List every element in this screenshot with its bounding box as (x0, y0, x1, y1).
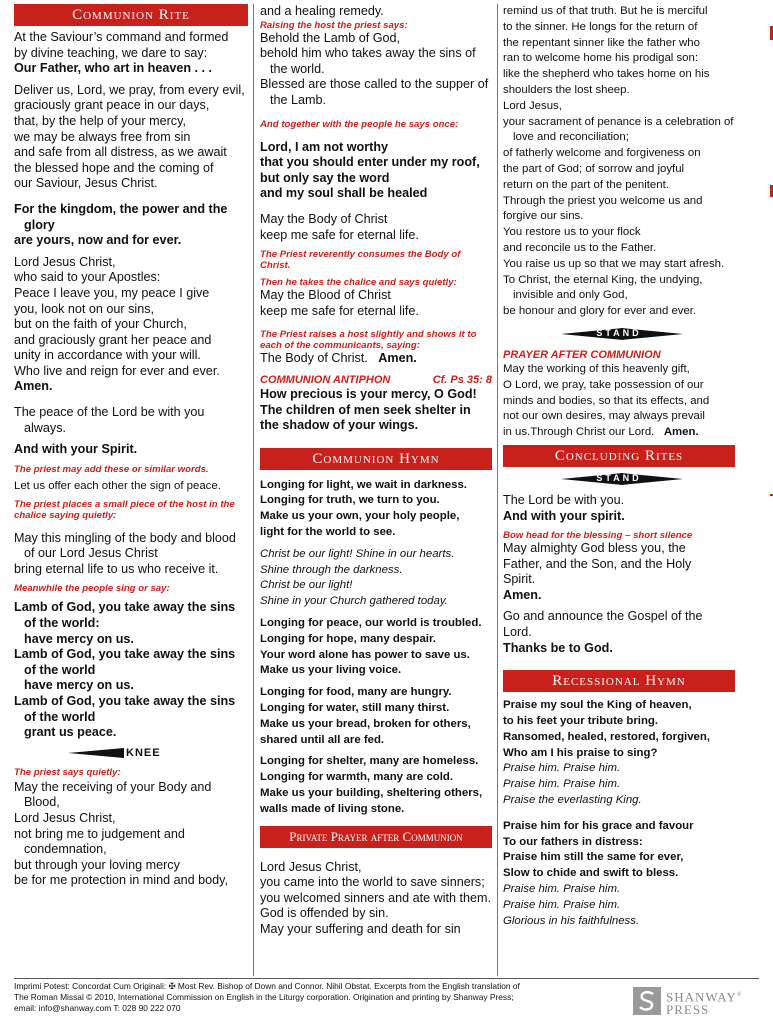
amen: Amen. (14, 379, 53, 394)
private-cont-line: You restore us to your flock (503, 226, 641, 239)
logo-name (666, 989, 742, 1016)
private-prayer-line: May your suffering and death for sin (260, 922, 461, 936)
hymn-line: Longing for shelter, many are homeless. (260, 755, 479, 768)
deliver-line: Deliver us, Lord, we pray, from every evil, (14, 82, 245, 97)
behold-line: behold him who takes away the sins of the world. (260, 46, 476, 76)
kneel-label: KNEE (126, 746, 161, 759)
blood-keep-line: May the Blood of Christ (260, 288, 391, 303)
stand-label: STAND (596, 472, 642, 483)
rec-chorus-line: Praise the everlasting King. (503, 794, 642, 807)
deliver-line: graciously grant peace in our days, (14, 98, 210, 113)
not-worthy-line: and my soul shall be healed (260, 186, 428, 201)
rubric: Meanwhile the people sing or say: (14, 583, 170, 595)
peace-greeting: The peace of the Lord be with you always. (14, 405, 205, 435)
hymn-line: Make us your living voice. (260, 664, 402, 677)
rec-chorus-line: Praise him. Praise him. (503, 762, 621, 775)
hymn-line: light for the world to see. (260, 526, 396, 539)
peace-prayer-line: Who live and reign for ever and ever. (14, 363, 220, 378)
private-cont-line: To Christ, the eternal King, the undying, invisible and only God, (503, 273, 703, 302)
rubric: The priest may add these or similar words. (14, 463, 209, 475)
amen: Amen. (503, 587, 542, 602)
doxology-line: For the kingdom, the power and the glory (14, 201, 228, 232)
footer-line: email: info@shanway.com T: 028 90 222 070 (14, 1003, 181, 1013)
deliver-line: the blessed hope and the coming of (14, 160, 214, 175)
hymn-line: shared until all are fed. (260, 733, 385, 746)
spirit-response: And with your Spirit. (14, 442, 138, 457)
private-cont-line: remind us of that truth. But he is merciful (503, 5, 708, 17)
private-cont-line: be honour and glory for ever and ever. (503, 305, 697, 318)
prayer-line (503, 425, 735, 441)
lamb-line: have mercy on us. (24, 678, 134, 693)
rec-hymn-line: Ransomed, healed, restored, forgiven, (503, 730, 710, 743)
not-worthy-line: but only say the word (260, 170, 390, 185)
hymn-line: walls made of living stone. (260, 802, 405, 815)
concluding-rites-banner: Concluding Rites (503, 445, 735, 467)
hymn-line: Your word alone has power to save us. (260, 648, 470, 661)
lamb-line: Lamb of God, you take away the sins of the world (14, 647, 236, 677)
chorus-line: Shine in your Church gathered today. (260, 595, 448, 608)
footer-line: The Roman Missal © 2010, International Commission on English in the Liturgy corporation. Origination and printing by Shanway Press; (14, 992, 514, 1002)
hymn-line: Longing for hope, many despair. (260, 632, 436, 645)
prayer-end: in us.Through Christ our Lord. (503, 426, 655, 439)
stand-label: STAND (596, 327, 642, 338)
receiving-line: May the receiving of your Body and Blood, (14, 779, 212, 810)
rubric: And together with the people he says once: (260, 118, 459, 130)
rec-chorus-line: Praise him. Praise him. (503, 883, 621, 896)
intro-line: by divine teaching, we dare to say: (14, 45, 208, 60)
body-of-christ-line (260, 351, 492, 367)
prayer-line: not our own desires, may always prevail (503, 410, 705, 423)
lamb-line: grant us peace. (24, 725, 117, 740)
rubric: The Priest reverently consumes the Body of Christ. (260, 249, 461, 272)
go-line: Lord. (503, 625, 532, 640)
rubric: Then he takes the chalice and says quietly: (260, 277, 457, 289)
rubric: The priest places a small piece of the host in the chalice saying quietly: (14, 498, 235, 521)
hymn-line: Make us your own, your holy people, (260, 510, 460, 523)
lamb-line: Lamb of God, you take away the sins of the world: (14, 600, 236, 631)
private-prayer-line: God is offended by sin. (260, 906, 389, 921)
intro-line: At the Saviour’s command and formed (14, 30, 229, 44)
private-cont-line: the repentant sinner like the father who (503, 36, 700, 49)
hymn-line: Make us your building, sheltering others, (260, 787, 483, 800)
antiphon-ref: Cf. Ps 35: 8 (432, 373, 492, 386)
footer-rule (14, 978, 759, 979)
logo-registered: ® (736, 992, 743, 998)
receiving-line: Lord Jesus Christ, (14, 810, 116, 825)
private-cont-line: like the shepherd who takes home on his (503, 68, 710, 81)
not-worthy-line: Lord, I am not worthy (260, 139, 389, 154)
private-cont-line: forgive our sins. (503, 210, 584, 223)
column-3 (503, 4, 735, 929)
chorus-line: Christ be our light! Shine in our hearts. (260, 547, 455, 560)
behold-line: Blessed are those called to the supper of the Lamb. (260, 77, 489, 107)
receiving-line: but through your loving mercy (14, 857, 180, 872)
footer (14, 981, 614, 1014)
blessing-line: Spirit. (503, 572, 536, 587)
behold-line: Behold the Lamb of God, (260, 30, 401, 45)
lamb-line: Lamb of God, you take away the sins of the world (14, 693, 236, 724)
antiphon-line: The children of men seek shelter in (260, 402, 471, 417)
blood-keep-line: keep me safe for eternal life. (260, 303, 419, 318)
lord-with-you: The Lord be with you. (503, 492, 625, 507)
rec-hymn-line: To our fathers in distress: (503, 835, 643, 848)
prayer-line: O Lord, we pray, take possession of our (503, 378, 704, 391)
prayer-line: minds and bodies, so that its effects, and (503, 394, 710, 407)
thanks-be-to-god: Thanks be to God. (503, 640, 613, 655)
not-worthy-line: that you should enter under my roof, (260, 155, 480, 170)
chorus-line: Shine through the darkness. (260, 563, 403, 576)
private-prayer-banner: Private Prayer after Communion (260, 826, 492, 848)
logo-line1: SHANWAY (666, 989, 737, 1005)
blessing-line: May almighty God bless you, the (503, 541, 686, 556)
rec-chorus-line: Praise him. Praise him. (503, 778, 621, 791)
deliver-line: we may be always free from sin (14, 129, 191, 144)
receiving-line: not bring me to judgement and condemnation, (14, 826, 185, 857)
chorus-line: Christ be our light! (260, 579, 353, 592)
peace-prayer-line: you, look not on our sins, (14, 301, 155, 316)
rubric: Bow head for the blessing – short silence (503, 530, 693, 542)
hymn-line: Longing for peace, our world is troubled. (260, 617, 482, 630)
hymn-line: Longing for water, still many thirst. (260, 702, 450, 715)
footer-line: Imprimi Potest: Concordat Cum Originali: ✠ Most Rev. Bishop of Down and Connor. Nihil Obstat. Excerpts from the English translation of (14, 981, 520, 991)
private-cont-line: Lord Jesus, (503, 99, 562, 112)
go-line: Go and announce the Gospel of the (503, 609, 703, 624)
private-prayer-line: you came into the world to save sinners; (260, 875, 485, 890)
column-divider (253, 4, 254, 976)
body-keep-line: keep me safe for eternal life. (260, 227, 419, 242)
peace-prayer-line: Peace I leave you, my peace I give (14, 285, 210, 300)
doxology-line: are yours, now and for ever. (14, 233, 182, 248)
private-cont-line: return on the part of the penitent. (503, 178, 669, 191)
private-prayer-line: you welcomed sinners and ate with them. (260, 890, 492, 905)
private-cont-line: shoulders the lost sheep. (503, 83, 630, 96)
arrow-left-icon (68, 748, 124, 758)
amen: Amen. (378, 351, 417, 366)
mingling-line: May this mingling of the body and blood of our Lord Jesus Christ (14, 530, 236, 561)
private-cont-line: and reconcile us to the Father. (503, 241, 657, 254)
sign-of-peace: Let us offer each other the sign of peace. (14, 479, 221, 492)
logo-mark (633, 987, 661, 1015)
communion-hymn-banner: Communion Hymn (260, 448, 492, 470)
peace-prayer-line: who said to your Apostles: (14, 270, 161, 285)
hymn-line: Longing for truth, we turn to you. (260, 494, 440, 507)
rubric: The priest says quietly: (14, 766, 121, 778)
rec-hymn-line: Who am I his praise to sing? (503, 746, 658, 759)
rec-hymn-line: Praise my soul the King of heaven, (503, 699, 692, 712)
rec-chorus-line: Praise him. Praise him. (503, 898, 621, 911)
lamb-line: have mercy on us. (24, 631, 134, 646)
rec-hymn-line: Slow to chide and swift to bless. (503, 867, 679, 880)
peace-prayer-line: Lord Jesus Christ, (14, 254, 116, 269)
antiphon-line: the shadow of your wings. (260, 418, 419, 433)
rec-chorus-line: Glorious in his faithfulness. (503, 914, 640, 927)
private-cont-line: of fatherly welcome and forgiveness on (503, 147, 701, 160)
private-cont-line: the part of God; of sorrow and joyful (503, 162, 685, 175)
rubric: Raising the host the priest says: (260, 19, 408, 31)
prayer-line: May the working of this heavenly gift, (503, 362, 690, 375)
peace-prayer-line: unity in accordance with your will. (14, 348, 201, 363)
peace-prayer-line: but on the faith of your Church, (14, 317, 187, 332)
private-cont-line: ran to welcome home his prodigal son: (503, 52, 699, 65)
column-2 (260, 4, 492, 938)
hymn-line: Longing for warmth, many are cold. (260, 771, 454, 784)
body-keep-line: May the Body of Christ (260, 211, 388, 226)
deliver-line: our Saviour, Jesus Christ. (14, 176, 158, 191)
mingling-line: bring eternal life to us who receive it. (14, 561, 219, 576)
healing-line: and a healing remedy. (260, 4, 384, 18)
blessing-line: Father, and the Son, and the Holy (503, 556, 692, 571)
communion-rite-banner: Communion Rite (14, 4, 248, 26)
antiphon-header (260, 373, 492, 387)
recessional-hymn-banner: Recessional Hymn (503, 670, 735, 692)
private-prayer-line: Lord Jesus Christ, (260, 859, 362, 874)
prayer-after-communion-title: PRAYER AFTER COMMUNION (503, 348, 661, 361)
private-cont-line: to the sinner. He longs for the return of (503, 20, 698, 33)
rec-hymn-line: Praise him still the same for ever, (503, 851, 684, 864)
column-1 (14, 4, 248, 889)
stand-indicator (503, 326, 735, 344)
private-cont-line: your sacrament of penance is a celebration of love and reconciliation; (503, 115, 734, 144)
deliver-line: that, by the help of your mercy, (14, 113, 186, 128)
stand-indicator (503, 471, 735, 489)
and-with-spirit: And with your spirit. (503, 508, 625, 523)
rec-hymn-line: Praise him for his grace and favour (503, 819, 694, 832)
rubric: The Priest raises a host slightly and shows it to each of the communicants, saying: (260, 329, 477, 352)
logo-line2: PRESS (666, 1002, 710, 1018)
peace-prayer-line: and graciously grant her peace and (14, 332, 212, 347)
body-of-christ: The Body of Christ. (260, 351, 368, 366)
kneel-indicator (14, 745, 248, 763)
shanway-logo-icon (633, 987, 763, 1017)
hymn-line: Longing for light, we wait in darkness. (260, 478, 467, 491)
our-father: Our Father, who art in heaven . . . (14, 61, 213, 76)
logo-s-icon (633, 987, 661, 1015)
antiphon-line: How precious is your mercy, O God! (260, 386, 477, 401)
antiphon-label: COMMUNION ANTIPHON (260, 373, 391, 386)
hymn-line: Make us your bread, broken for others, (260, 717, 471, 730)
amen: Amen. (663, 426, 699, 439)
column-divider (497, 4, 498, 976)
receiving-line: be for me protection in mind and body, (14, 873, 228, 888)
hymn-line: Longing for food, many are hungry. (260, 686, 452, 699)
rec-hymn-line: to his feet your tribute bring. (503, 715, 659, 728)
private-cont-line: Through the priest you welcome us and (503, 194, 703, 207)
deliver-line: and safe from all distress, as we await (14, 145, 227, 160)
private-cont-line: You raise us up so that we may start afresh. (503, 257, 725, 270)
